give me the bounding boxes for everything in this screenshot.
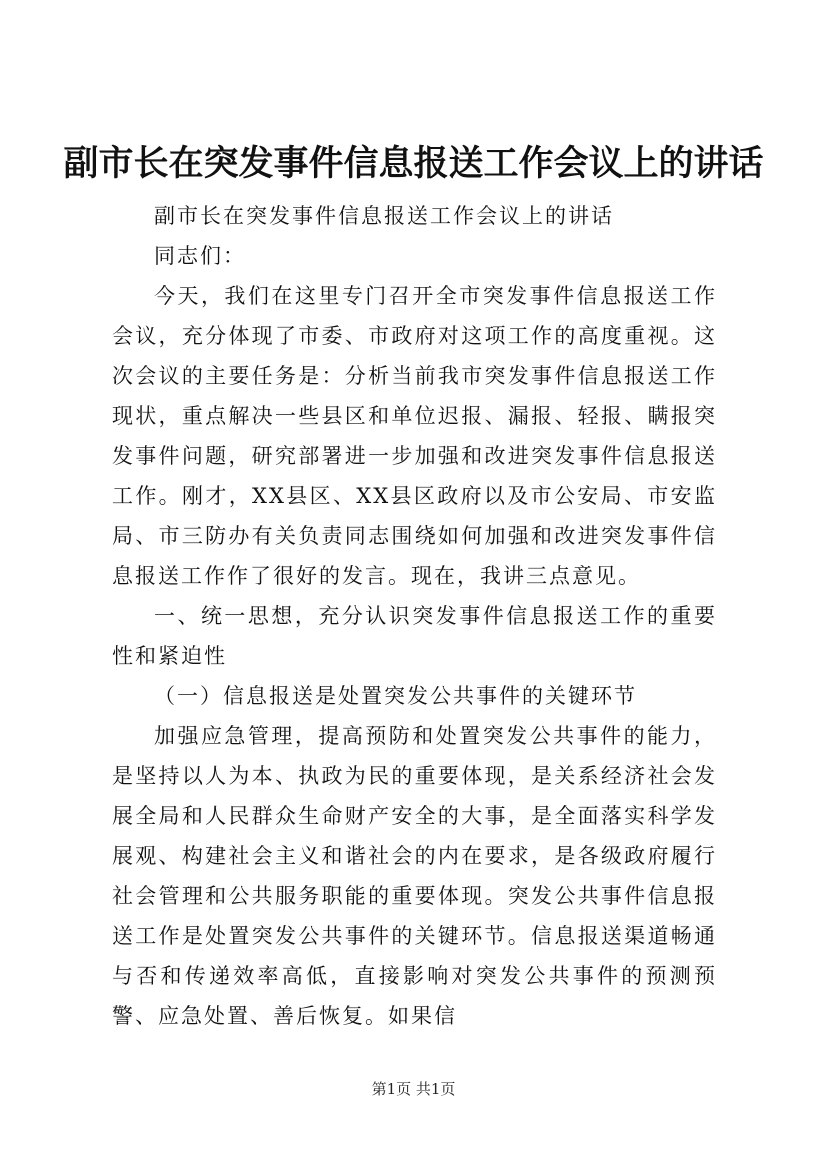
body-paragraph-salutation: 同志们： bbox=[154, 244, 246, 268]
body-paragraph-subtitle: 副市长在突发事件信息报送工作会议上的讲话 bbox=[154, 204, 614, 228]
body-paragraph-intro: 今天，我们在这里专门召开全市突发事件信息报送工作会议，充分体现了市委、市政府对这项工作的高度重视。这次会议的主要任务是：分析当前我市突发事件信息报送工作现状，重点解决一些县区和单位迟报、漏报、轻报、瞒报突发事件问题，研究部署进一步加强和改进突发事件信息报送工作。刚才，XX县区、XX县区政府以及市公安局、市安监局、市三防办有关负责同志围绕如何加强和改进突发事件信息报送工作作了很好的发言。现在，我讲三点意见。 bbox=[112, 284, 717, 588]
subsection-heading-1: （一）信息报送是处置突发公共事件的关键环节 bbox=[154, 684, 637, 708]
page-footer: 第1页 共1页 bbox=[371, 1080, 456, 1098]
document-body bbox=[112, 196, 717, 1036]
document-title: 副市长在突发事件信息报送工作会议上的讲话 bbox=[63, 143, 764, 184]
section-heading-1: 一、统一思想，充分认识突发事件信息报送工作的重要性和紧迫性 bbox=[112, 604, 717, 668]
body-paragraph-section-1: 加强应急管理，提高预防和处置突发公共事件的能力，是坚持以人为本、执政为民的重要体现，是关系经济社会发展全局和人民群众生命财产安全的大事，是全面落实科学发展观、构建社会主义和谐社会的内在要求，是各级政府履行社会管理和公共服务职能的重要体现。突发公共事件信息报送工作是处置突发公共事件的关键环节。信息报送渠道畅通与否和传递效率高低，直接影响对突发公共事件的预测预警、应急处置、善后恢复。如果信 bbox=[112, 724, 717, 1028]
